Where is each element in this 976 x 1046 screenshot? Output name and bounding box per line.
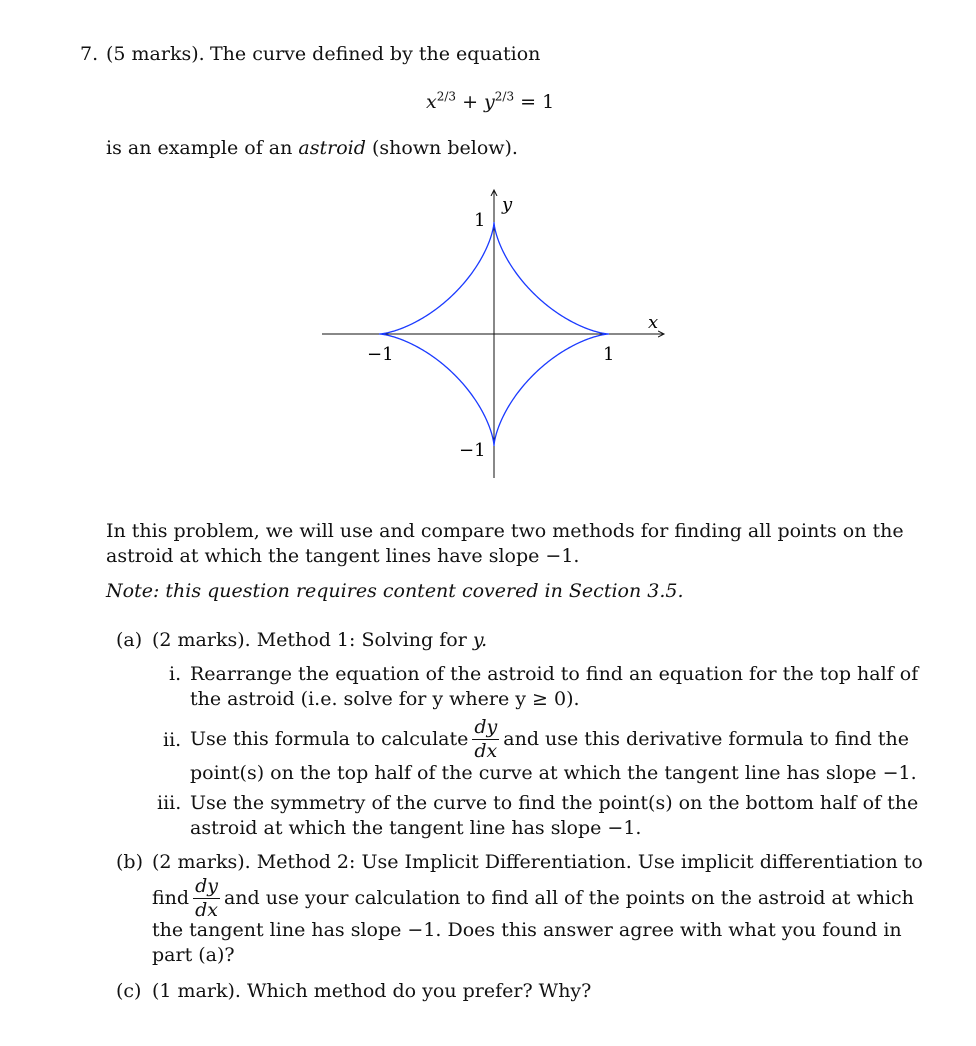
fraction-denominator: dx <box>474 739 498 762</box>
tick-label-pos-x: 1 <box>603 344 615 365</box>
example-emphasis: astroid <box>298 137 366 159</box>
part-c-label: (c) <box>116 980 142 1002</box>
example-post: (shown below). <box>371 137 518 159</box>
astroid-curve <box>379 222 609 446</box>
fraction-numerator: dy <box>474 715 498 738</box>
part-a-i-line-1: Rearrange the equation of the astroid to find an equation for the top half of <box>190 663 919 685</box>
part-b-line-4: part (a)? <box>152 944 235 966</box>
dy-dx-fraction <box>193 874 220 921</box>
tick-label-neg-y: −1 <box>459 440 486 461</box>
question-number: 7. <box>80 43 99 65</box>
fraction-numerator: dy <box>195 874 218 897</box>
part-b-line-2 <box>152 873 914 923</box>
part-a-head-text: (2 marks). Method 1: Solving for <box>152 629 467 651</box>
y-axis-label: y <box>502 194 513 215</box>
tick-label-pos-y: 1 <box>474 210 486 231</box>
part-a-iii-line-1: Use the symmetry of the curve to find the point(s) on the bottom half of the <box>190 792 919 814</box>
part-a-iii-line-2: astroid at which the tangent line has slope −1. <box>190 817 642 839</box>
question-intro: The curve defined by the equation <box>210 43 541 65</box>
part-a-label: (a) <box>116 629 143 651</box>
problem-line-2: astroid at which the tangent lines have slope −1. <box>106 545 580 567</box>
question-marks: (5 marks). <box>106 43 205 65</box>
part-a-ii-line-2: point(s) on the top half of the curve at which the tangent line has slope −1. <box>190 762 917 784</box>
example-pre: is an example of an <box>106 137 293 159</box>
part-c-text: (1 mark). Which method do you prefer? Why? <box>152 980 592 1002</box>
part-a-ii-label: ii. <box>163 729 182 751</box>
equation-x: x <box>426 91 437 113</box>
equation-y: y <box>484 91 495 113</box>
tick-label-neg-x: −1 <box>367 344 394 365</box>
note: Note: this question requires content covered in Section 3.5. <box>106 580 684 602</box>
equation-rhs: = 1 <box>520 91 555 113</box>
equation-y-exponent: 2/3 <box>494 89 515 104</box>
part-a-ii-pre: Use this formula to calculate <box>190 728 469 750</box>
part-a-heading <box>152 629 487 651</box>
astroid-equation <box>426 91 554 113</box>
part-a-ii-post: and use this derivative formula to find the <box>503 728 909 750</box>
part-b-line-2-post: and use your calculation to find all of the points on the astroid at which <box>223 887 914 909</box>
part-a-i-label: i. <box>169 663 182 685</box>
part-a-head-var: y. <box>472 629 488 651</box>
equation-plus: + <box>462 91 478 113</box>
part-b-line-3: the tangent line has slope −1. Does this answer agree with what you found in <box>152 919 902 941</box>
dy-dx-fraction <box>472 715 499 762</box>
problem-line-1: In this problem, we will use and compare two methods for finding all points on the <box>106 520 904 542</box>
example-sentence <box>106 137 518 159</box>
equation-x-exponent: 2/3 <box>436 89 457 104</box>
part-a-i-line-2: the astroid (i.e. solve for y where y ≥ 0). <box>190 688 580 710</box>
part-b-line-1: (2 marks). Method 2: Use Implicit Differentiation. Use implicit differentiation to <box>152 851 923 873</box>
fraction-denominator: dx <box>195 898 218 921</box>
part-a-iii-label: iii. <box>157 792 182 814</box>
part-b-find: find <box>152 887 190 909</box>
x-axis-label: x <box>648 312 659 333</box>
part-b-label: (b) <box>116 851 143 873</box>
part-a-ii-line-1 <box>190 714 909 764</box>
